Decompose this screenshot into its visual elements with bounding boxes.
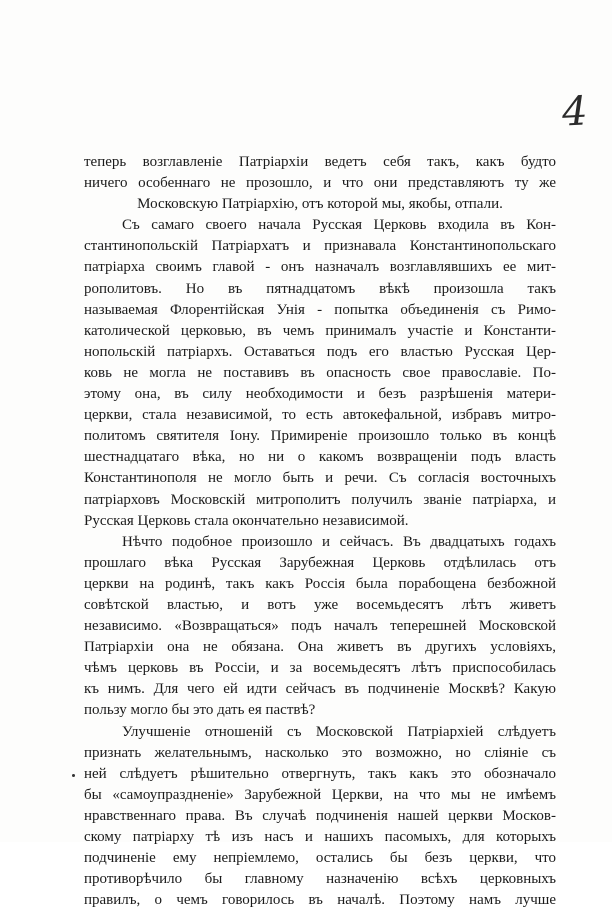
body-text <box>84 152 556 911</box>
text-line: церкви на родинѣ, такъ какъ Россія была порабощена безбожной <box>84 575 556 592</box>
text-line: къ нимъ. Для чего ей идти сейчасъ въ подчиненіе Москвѣ? Какую <box>84 681 556 698</box>
text-line: патріарха своимъ главой - онъ назначалъ возглавлявшихъ ее мит- <box>84 259 556 276</box>
text-line: пользу могло бы это дать ея паствѣ? <box>84 702 316 719</box>
text-line: противорѣчило бы главному назначенію всѣхъ церковныхъ <box>84 871 556 888</box>
text-line: нопольскій патріархъ. Оставаться подъ его властью Русская Цер- <box>84 343 556 360</box>
text-line: бы «самоупраздненіе» Зарубежной Церкви, на что мы не имѣемъ <box>84 786 556 803</box>
margin-dot <box>72 774 75 777</box>
text-line: теперь возглавленіе Патріархіи ведетъ себя такъ, какъ будто <box>84 154 556 170</box>
text-line: признать желательнымъ, насколько это возможно, но сліяніе съ <box>84 744 556 761</box>
text-line: нравственнаго права. Въ случаѣ подчиненія нашей церкви Москов- <box>84 807 556 824</box>
text-line: ней слѣдуетъ рѣшительно отвергнуть, такъ какъ это обозначало <box>84 765 556 782</box>
text-line: патріарховъ Московскій митрополитъ получилъ званіе патріарха, и <box>84 491 556 508</box>
text-line: рополитовъ. Но въ пятнадцатомъ вѣкѣ произошла такъ <box>84 280 556 297</box>
text-line: Русская Церковь стала окончательно независимой. <box>84 512 409 529</box>
text-line: чѣмъ церковь въ Россіи, и за восемьдесятъ лѣтъ приспособилась <box>84 660 556 677</box>
text-line: подчиненіе ему непріемлемо, остались бы безъ церкви, что <box>84 850 556 867</box>
text-line: католической церковью, въ чемъ принималъ участіе и Константи- <box>84 322 556 339</box>
page-number: 4 <box>560 88 589 136</box>
text-line: этому она, въ силу необходимости и безъ разрѣшенія матери- <box>84 386 556 403</box>
text-line: независимо. «Возвращаться» подъ началъ теперешней Московской <box>84 618 556 635</box>
text-line: ковь не могла не поставивъ въ опасность свое православіе. По- <box>84 364 556 381</box>
paragraph-start-line: Съ самаго своего начала Русская Церковь входила въ Кон- <box>122 217 556 234</box>
text-line: ничего особеннаго не прозошло, и что они представляютъ ту же <box>84 175 556 192</box>
paragraph-start-line: Нѣчто подобное произошло и сейчасъ. Въ двадцатыхъ годахъ <box>122 533 556 550</box>
text-line: совѣтской властью, и вотъ уже восемьдесятъ лѣтъ живетъ <box>84 596 556 613</box>
text-line: стантинопольскій Патріархатъ и признавала Константинопольскаго <box>84 238 556 255</box>
text-line: правилъ, о чемъ говорилось въ началѣ. Поэтому намъ лучше <box>84 892 556 909</box>
text-line: скому патріарху тѣ изъ насъ и нашихъ пасомыхъ, для которыхъ <box>84 829 556 845</box>
text-line: шестнадцатаго вѣка, но ни о какомъ возвращеніи подъ власть <box>84 449 556 466</box>
text-line: прошлаго вѣка Русская Зарубежная Церковь отдѣлилась отъ <box>84 554 556 571</box>
text-line: политомъ святителя Іону. Примиреніе произошло только въ концѣ <box>84 428 556 445</box>
text-line: Патріархіи она не обязана. Она живетъ въ другихъ условіяхъ, <box>84 639 556 656</box>
text-line: называемая Флорентійская Унія - попытка объединенія съ Римо- <box>84 301 556 318</box>
text-line: Московскую Патріархію, отъ которой мы, якобы, отпали. <box>137 196 503 213</box>
paragraph-start-line: Улучшеніе отношеній съ Московской Патріархіей слѣдуетъ <box>122 723 556 740</box>
text-line: церкви, стала независимой, то есть автокефальной, избравъ митро- <box>84 407 556 424</box>
text-line: Константинополя не могло быть и речи. Съ согласія восточныхъ <box>84 470 556 487</box>
